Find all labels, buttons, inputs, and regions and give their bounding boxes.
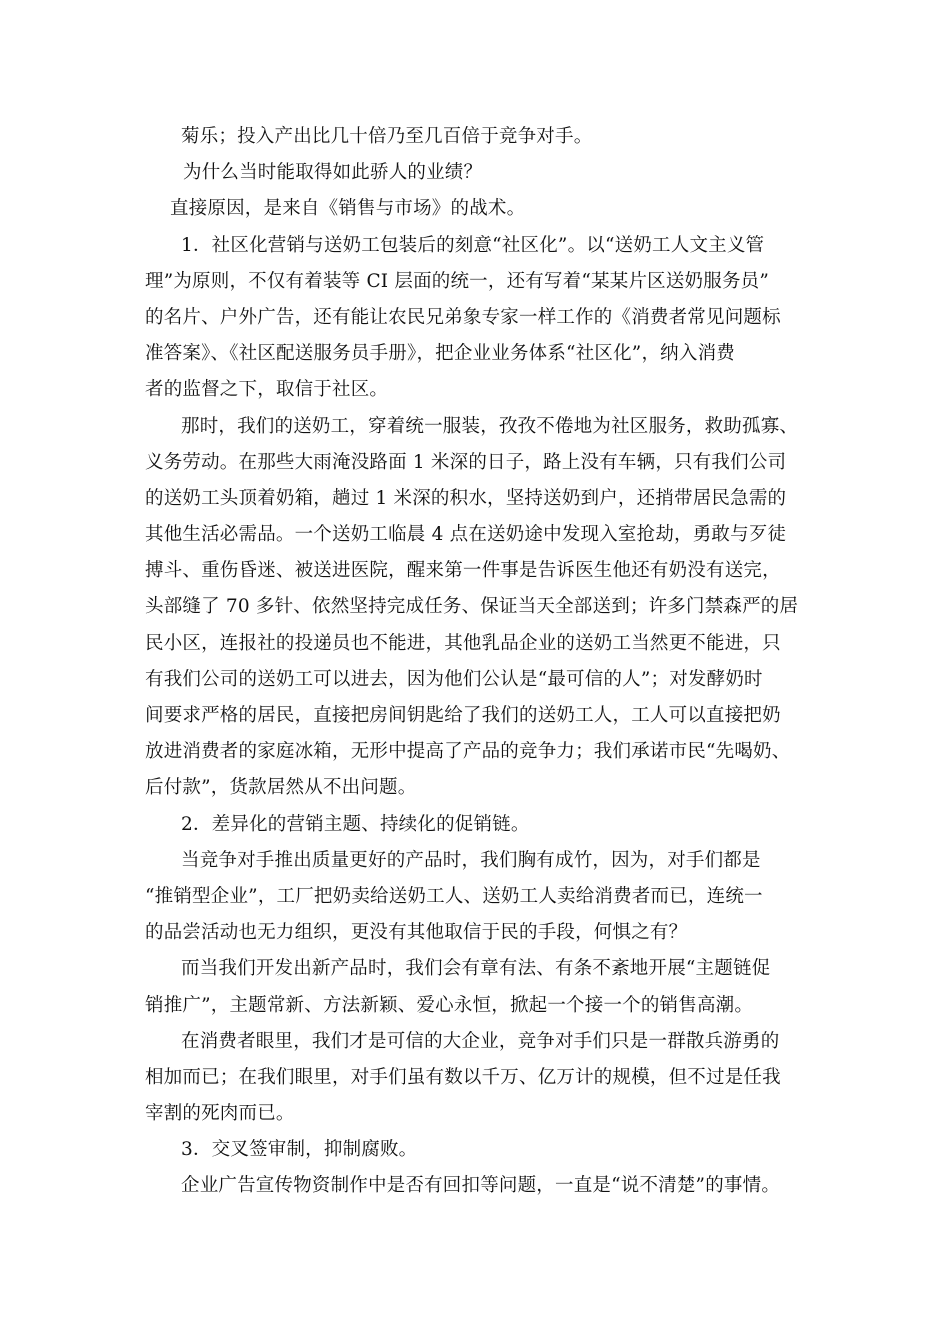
text-line: 其他生活必需品。一个送奶工临晨 4 点在送奶途中发现入室抢劫，勇敢与歹徒 [145,524,787,546]
text-line: 的名片、户外广告，还有能让农民兄弟象专家一样工作的《消费者常见问题标 [145,306,781,328]
text-line: 者的监督之下，取信于社区。 [145,379,389,401]
section-heading-2: 2．差异化的营销主题、持续化的促销链。 [181,813,530,835]
text-line: 宰割的死肉而已。 [145,1103,295,1125]
text-line: 而当我们开发出新产品时，我们会有章有法、有条不紊地开展“主题链促 [181,958,771,980]
text-line: 那时，我们的送奶工，穿着统一服装，孜孜不倦地为社区服务，救助孤寡、 [181,415,799,437]
text-line: 理”为原则，不仅有着装等 CI 层面的统一，还有写着“某某片区送奶服务员” [145,270,770,292]
body-text [145,119,825,1205]
text-line: 为什么当时能取得如此骄人的业绩？ [183,162,483,184]
text-line: 后付款”，货款居然从不出问题。 [145,777,417,799]
text-line: 相加而已；在我们眼里，对手们虽有数以千万、亿万计的规模，但不过是任我 [145,1066,781,1088]
section-heading-1: 1．社区化营销与送奶工包装后的刻意“社区化”。以“送奶工人文主义管 [181,234,765,256]
text-line: 准答案》、《社区配送服务员手册》，把企业业务体系“社区化”，纳入消费 [145,343,735,365]
text-line: “推销型企业”，工厂把奶卖给送奶工人、送奶工人卖给消费者而已，连统一 [145,885,763,907]
text-line: 义务劳动。在那些大雨淹没路面 1 米深的日子，路上没有车辆，只有我们公司 [145,451,787,473]
text-line: 的品尝活动也无力组织，更没有其他取信于民的手段，何惧之有？ [145,922,688,944]
text-line: 头部缝了 70 多针、依然坚持完成任务、保证当天全部送到；许多门禁森严的居 [145,596,799,618]
text-line: 间要求严格的居民，直接把房间钥匙给了我们的送奶工人，工人可以直接把奶 [145,705,781,726]
text-line: 的送奶工头顶着奶箱，趟过 1 米深的积水，坚持送奶到户，还捎带居民急需的 [145,487,787,509]
text-line: 直接原因，是来自《销售与市场》的战术。 [170,198,526,220]
text-line: 在消费者眼里，我们才是可信的大企业，竞争对手们只是一群散兵游勇的 [181,1030,780,1052]
text-line: 民小区，连报社的投递员也不能进，其他乳品企业的送奶工当然更不能进，只 [145,632,781,654]
text-line: 当竞争对手推出质量更好的产品时，我们胸有成竹，因为，对手们都是 [181,849,761,871]
text-line: 销推广”，主题常新、方法新颖、爱心永恒，掀起一个接一个的销售高潮。 [145,994,754,1016]
text-line: 企业广告宣传物资制作中是否有回扣等问题，一直是“说不清楚”的事情。 [181,1175,781,1197]
text-line: 菊乐；投入产出比几十倍乃至几百倍于竞争对手。 [181,126,593,147]
text-line: 有我们公司的送奶工可以进去，因为他们公认是“最可信的人”；对发酵奶时 [145,668,763,690]
text-line: 放进消费者的家庭冰箱，无形中提高了产品的竞争力；我们承诺市民“先喝奶、 [145,741,791,763]
section-heading-3: 3．交叉签审制，抑制腐败。 [181,1139,418,1161]
text-line: 搏斗、重伤昏迷、被送进医院，醒来第一件事是告诉医生他还有奶没有送完， [145,560,781,582]
